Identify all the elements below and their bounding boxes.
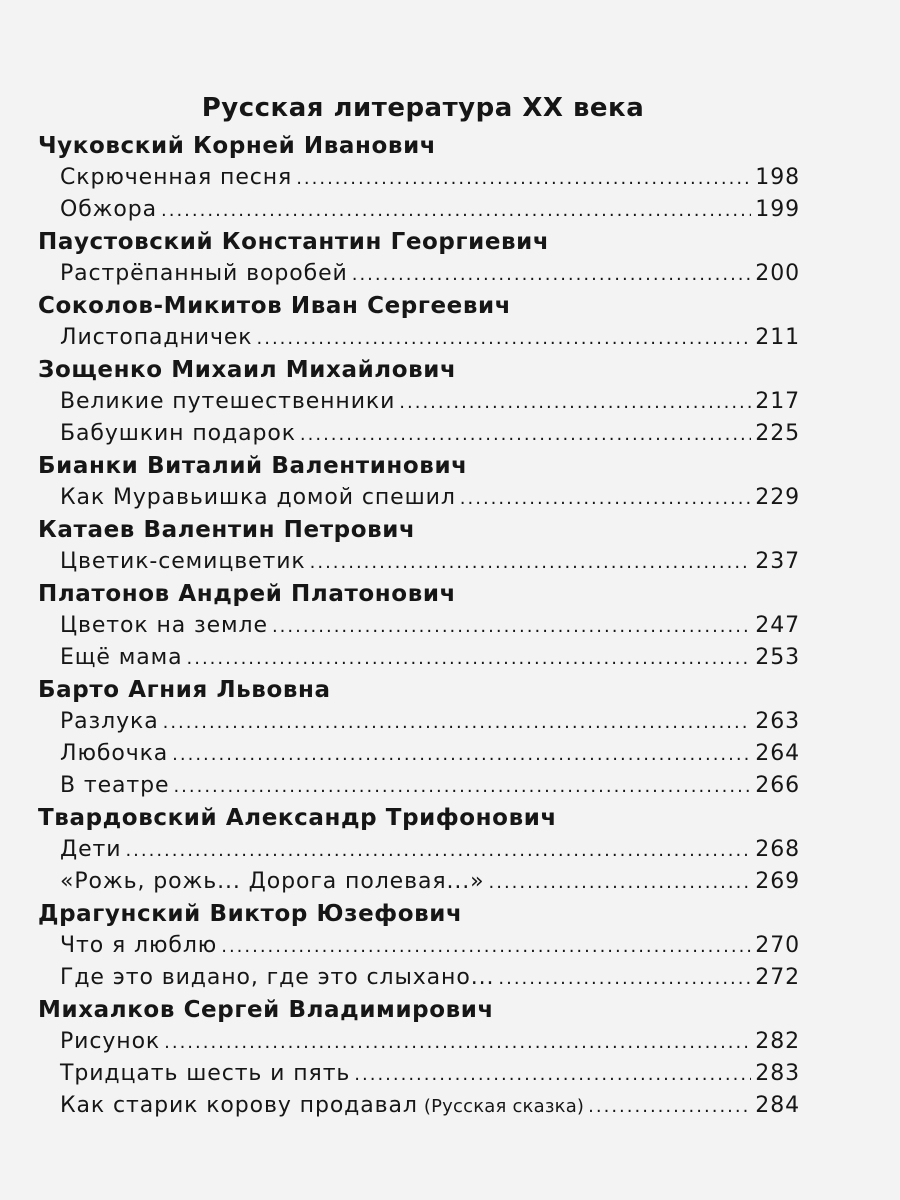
toc-entry	[38, 482, 800, 514]
entry-title: Скрюченная песня	[60, 165, 293, 190]
section-title: Русская литература XX века	[201, 93, 645, 123]
page-number: 253	[755, 645, 800, 670]
author-heading: Паустовский Константин Георгиевич	[38, 229, 550, 255]
page-number: 283	[755, 1061, 800, 1086]
page-number: 282	[755, 1029, 800, 1054]
toc-entry	[38, 834, 800, 866]
dot-leader	[257, 323, 752, 355]
author-heading: Бианки Виталий Валентинович	[38, 453, 468, 479]
toc-entry	[38, 1090, 800, 1122]
author-heading: Барто Агния Львовна	[38, 677, 331, 703]
page-number: 270	[755, 933, 800, 958]
dot-leader	[489, 867, 752, 899]
toc-entry	[38, 642, 800, 674]
toc-entry	[38, 418, 800, 450]
toc-entry	[38, 866, 800, 898]
entry-title: Рисунок	[60, 1029, 161, 1054]
entry-title: Тридцать шесть и пять	[60, 1061, 351, 1086]
entry-title: Великие путешественники	[60, 389, 396, 414]
author-heading: Зощенко Михаил Михайлович	[38, 357, 457, 383]
entry-title: Что я люблю	[60, 933, 218, 958]
author-heading: Драгунский Виктор Юзефович	[38, 901, 463, 927]
entry-title: «Рожь, рожь... Дорога полевая...»	[60, 869, 485, 894]
page-number: 272	[755, 965, 800, 990]
toc-entry	[38, 770, 800, 802]
entry-title: Цветок на земле	[60, 613, 268, 638]
toc-entry	[38, 962, 800, 994]
toc-entry	[38, 1026, 800, 1058]
dot-leader	[172, 739, 751, 771]
page-number: 264	[755, 741, 800, 766]
entry-title: Листопадничек	[60, 325, 253, 350]
toc-entry	[38, 258, 800, 290]
entry-title: Бабушкин подарок	[60, 421, 296, 446]
entry-title: Как Муравьишка домой спешил	[60, 485, 456, 510]
page-number: 198	[755, 165, 800, 190]
toc-entry	[38, 162, 800, 194]
entry-title: Дети	[60, 837, 122, 862]
dot-leader	[221, 931, 751, 963]
toc-entry	[38, 194, 800, 226]
toc-entry	[38, 546, 800, 578]
toc-entry	[38, 738, 800, 770]
toc-entry	[38, 322, 800, 354]
toc-entry	[38, 706, 800, 738]
dot-leader	[125, 835, 751, 867]
dot-leader	[272, 611, 751, 643]
page-number: 211	[755, 325, 800, 350]
toc-list	[38, 130, 800, 1122]
dot-leader	[588, 1091, 751, 1123]
dot-leader	[498, 963, 751, 995]
author-heading: Твардовский Александр Трифонович	[38, 805, 557, 831]
entry-title: Где это видано, где это слыхано...	[60, 965, 495, 990]
dot-leader	[399, 387, 751, 419]
entry-title: Любочка	[60, 741, 169, 766]
dot-leader	[163, 707, 752, 739]
dot-leader	[352, 259, 752, 291]
dot-leader	[187, 643, 752, 675]
page-number: 247	[755, 613, 800, 638]
page-number: 268	[755, 837, 800, 862]
dot-leader	[296, 163, 751, 195]
page-number: 199	[755, 197, 800, 222]
page-number: 237	[755, 549, 800, 574]
page-number: 269	[755, 869, 800, 894]
page-number: 200	[755, 261, 800, 286]
author-heading: Чуковский Корней Иванович	[38, 133, 437, 159]
author-heading: Катаев Валентин Петрович	[38, 517, 416, 543]
author-heading: Платонов Андрей Платонович	[38, 581, 456, 607]
dot-leader	[164, 1027, 751, 1059]
entry-title: Цветик-семицветик	[60, 549, 306, 574]
toc-entry	[38, 1058, 800, 1090]
author-heading: Михалков Сергей Владимирович	[38, 997, 494, 1023]
page-number: 217	[755, 389, 800, 414]
entry-title: Обжора	[60, 197, 158, 222]
page-number: 266	[755, 773, 800, 798]
dot-leader	[354, 1059, 751, 1091]
page-number: 229	[755, 485, 800, 510]
dot-leader	[173, 771, 751, 803]
entry-title: Растрёпанный воробей	[60, 261, 348, 286]
entry-title: Как старик корову продавал	[60, 1093, 418, 1118]
dot-leader	[460, 483, 752, 515]
author-heading: Соколов-Микитов Иван Сергеевич	[38, 293, 512, 319]
entry-title: Разлука	[60, 709, 159, 734]
dot-leader	[310, 547, 752, 579]
entry-title: Ещё мама	[60, 645, 183, 670]
toc-entry	[38, 386, 800, 418]
page-number: 263	[755, 709, 800, 734]
table-of-contents	[38, 86, 800, 1122]
page-number: 225	[755, 421, 800, 446]
dot-leader	[161, 195, 751, 227]
toc-entry	[38, 930, 800, 962]
entry-note: (Русская сказка)	[423, 1096, 585, 1117]
dot-leader	[300, 419, 751, 451]
toc-entry	[38, 610, 800, 642]
entry-title: В театре	[60, 773, 170, 798]
page-number: 284	[755, 1093, 800, 1118]
